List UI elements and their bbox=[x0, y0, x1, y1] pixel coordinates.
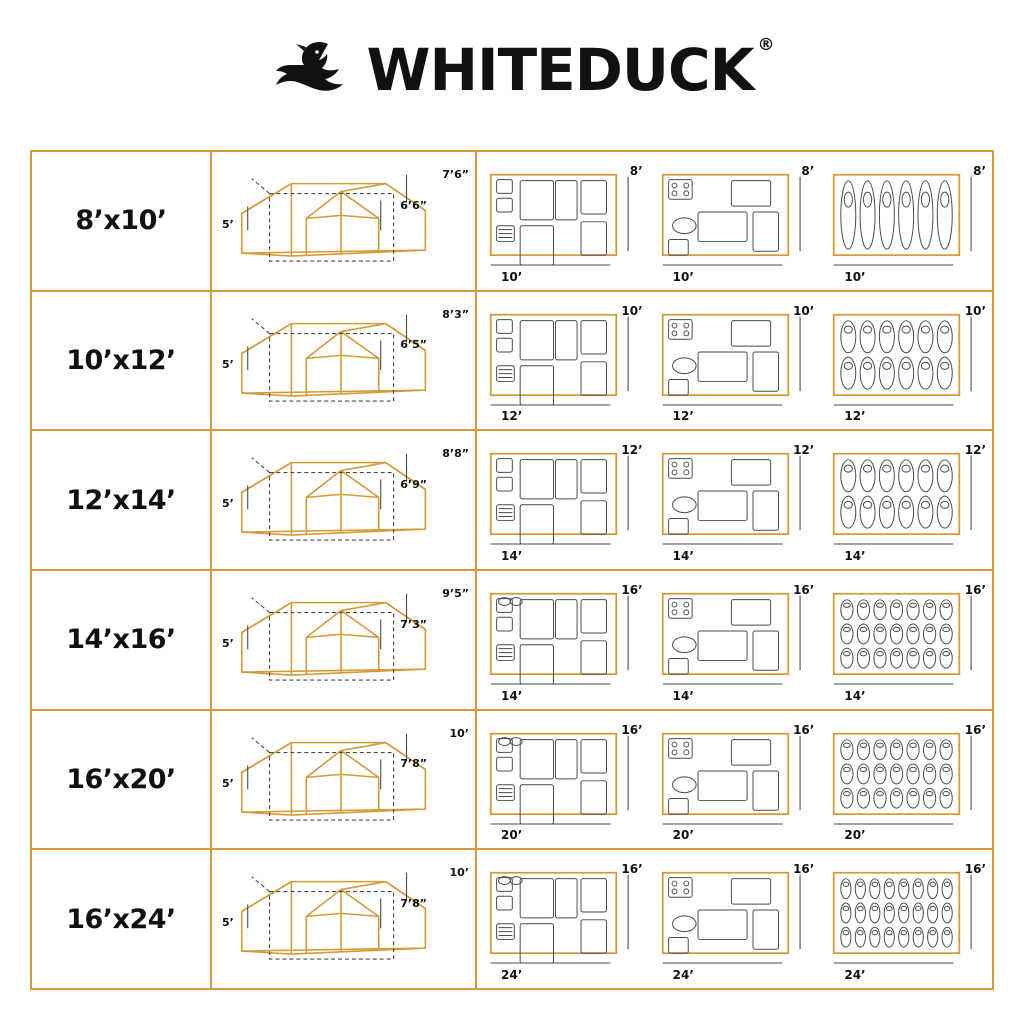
sleeping-floor-plan bbox=[820, 431, 992, 569]
kitchen-floor-plan bbox=[649, 571, 821, 709]
table-row bbox=[32, 152, 992, 292]
plan-width-label: 24’ bbox=[501, 968, 523, 983]
door-height-label: 7’8” bbox=[400, 757, 427, 771]
tent-size-chart bbox=[30, 150, 994, 990]
living-floor-plan bbox=[477, 292, 649, 430]
tent-elevation-cell bbox=[212, 152, 477, 290]
plan-width-label: 14’ bbox=[501, 549, 523, 564]
sleeping-floor-plan bbox=[820, 292, 992, 430]
wall-height-label: 5’ bbox=[222, 497, 234, 511]
table-row bbox=[32, 431, 992, 571]
plan-width-label: 12’ bbox=[844, 409, 866, 424]
peak-height-label: 10’ bbox=[449, 866, 469, 880]
plan-width-label: 10’ bbox=[844, 269, 866, 284]
living-floor-plan bbox=[477, 711, 649, 849]
tent-size-label: 10’x12’ bbox=[66, 345, 176, 376]
plan-depth-label: 8’ bbox=[801, 164, 815, 178]
duck-icon bbox=[270, 38, 356, 102]
tent-size-label: 14’x16’ bbox=[66, 624, 176, 656]
plan-width-label: 20’ bbox=[672, 828, 694, 843]
peak-height-label: 8’3” bbox=[442, 307, 469, 321]
peak-height-label: 9’5” bbox=[442, 587, 469, 601]
kitchen-floor-plan bbox=[649, 431, 821, 569]
sleeping-floor-plan bbox=[820, 850, 992, 988]
plan-depth-label: 16’ bbox=[621, 583, 643, 598]
floor-plans-cell bbox=[477, 292, 992, 430]
table-row bbox=[32, 850, 992, 988]
plan-depth-label: 16’ bbox=[964, 722, 987, 737]
plan-depth-label: 8’ bbox=[629, 164, 643, 178]
floor-plans-cell bbox=[477, 850, 992, 988]
tent-elevation-cell bbox=[212, 431, 477, 569]
plan-depth-label: 16’ bbox=[793, 722, 815, 737]
floor-plans-cell bbox=[477, 711, 992, 849]
plan-width-label: 12’ bbox=[501, 409, 523, 424]
plan-width-label: 10’ bbox=[501, 269, 523, 284]
plan-width-label: 14’ bbox=[844, 688, 866, 703]
plan-width-label: 20’ bbox=[501, 828, 523, 843]
plan-depth-label: 16’ bbox=[621, 722, 643, 737]
tent-size-cell bbox=[32, 711, 212, 849]
table-row bbox=[32, 711, 992, 851]
plan-depth-label: 8’ bbox=[973, 164, 987, 178]
plan-width-label: 14’ bbox=[501, 688, 523, 703]
tent-elevation-cell bbox=[212, 571, 477, 709]
living-floor-plan bbox=[477, 431, 649, 569]
kitchen-floor-plan bbox=[649, 292, 821, 430]
wall-height-label: 5’ bbox=[222, 218, 234, 232]
table-row bbox=[32, 292, 992, 432]
tent-elevation-cell bbox=[212, 850, 477, 988]
plan-width-label: 12’ bbox=[672, 409, 694, 424]
tent-size-cell bbox=[32, 152, 212, 290]
tent-size-label: 16’x24’ bbox=[66, 903, 176, 935]
brand-header bbox=[0, 0, 1024, 140]
tent-size-label: 8’x10’ bbox=[75, 205, 167, 237]
registered-mark: ® bbox=[757, 35, 774, 55]
floor-plans-cell bbox=[477, 431, 992, 569]
plan-depth-label: 10’ bbox=[964, 303, 987, 318]
plan-depth-label: 12’ bbox=[964, 443, 987, 458]
kitchen-floor-plan bbox=[649, 711, 821, 849]
plan-depth-label: 16’ bbox=[621, 862, 643, 877]
floor-plans-cell bbox=[477, 571, 992, 709]
plan-depth-label: 10’ bbox=[621, 303, 643, 318]
plan-depth-label: 16’ bbox=[964, 862, 987, 877]
wall-height-label: 5’ bbox=[222, 357, 234, 371]
wall-height-label: 5’ bbox=[222, 637, 234, 651]
living-floor-plan bbox=[477, 152, 649, 290]
plan-width-label: 14’ bbox=[672, 688, 694, 703]
plan-width-label: 20’ bbox=[844, 828, 866, 843]
peak-height-label: 7’6” bbox=[442, 168, 469, 181]
plan-depth-label: 10’ bbox=[793, 303, 815, 318]
door-height-label: 6’5” bbox=[400, 338, 427, 352]
plan-width-label: 14’ bbox=[672, 549, 694, 564]
plan-width-label: 10’ bbox=[672, 269, 694, 284]
door-height-label: 6’6” bbox=[400, 198, 427, 212]
plan-depth-label: 16’ bbox=[793, 583, 815, 598]
door-height-label: 7’8” bbox=[400, 897, 427, 911]
sleeping-floor-plan bbox=[820, 152, 992, 290]
tent-size-cell bbox=[32, 431, 212, 569]
tent-size-cell bbox=[32, 850, 212, 988]
plan-depth-label: 16’ bbox=[793, 862, 815, 877]
plan-width-label: 14’ bbox=[844, 549, 866, 564]
door-height-label: 7’3” bbox=[400, 617, 427, 631]
brand-wordmark bbox=[366, 35, 774, 104]
peak-height-label: 10’ bbox=[449, 726, 469, 740]
floor-plans-cell bbox=[477, 152, 992, 290]
tent-size-cell bbox=[32, 571, 212, 709]
plan-depth-label: 12’ bbox=[621, 443, 643, 458]
wall-height-label: 5’ bbox=[222, 916, 234, 930]
tent-elevation-cell bbox=[212, 292, 477, 430]
plan-width-label: 24’ bbox=[672, 968, 694, 983]
table-row bbox=[32, 571, 992, 711]
door-height-label: 6’9” bbox=[400, 478, 427, 492]
plan-depth-label: 16’ bbox=[964, 583, 987, 598]
wall-height-label: 5’ bbox=[222, 776, 234, 790]
living-floor-plan bbox=[477, 850, 649, 988]
sleeping-floor-plan bbox=[820, 571, 992, 709]
tent-elevation-cell bbox=[212, 711, 477, 849]
sleeping-floor-plan bbox=[820, 711, 992, 849]
tent-size-cell bbox=[32, 292, 212, 430]
plan-depth-label: 12’ bbox=[793, 443, 815, 458]
plan-width-label: 24’ bbox=[844, 968, 866, 983]
living-floor-plan bbox=[477, 571, 649, 709]
tent-size-label: 16’x20’ bbox=[66, 764, 176, 796]
brand-name: WHITEDUCK bbox=[366, 36, 754, 104]
kitchen-floor-plan bbox=[649, 152, 821, 290]
peak-height-label: 8’8” bbox=[442, 447, 469, 461]
tent-size-label: 12’x14’ bbox=[66, 484, 176, 516]
kitchen-floor-plan bbox=[649, 850, 821, 988]
